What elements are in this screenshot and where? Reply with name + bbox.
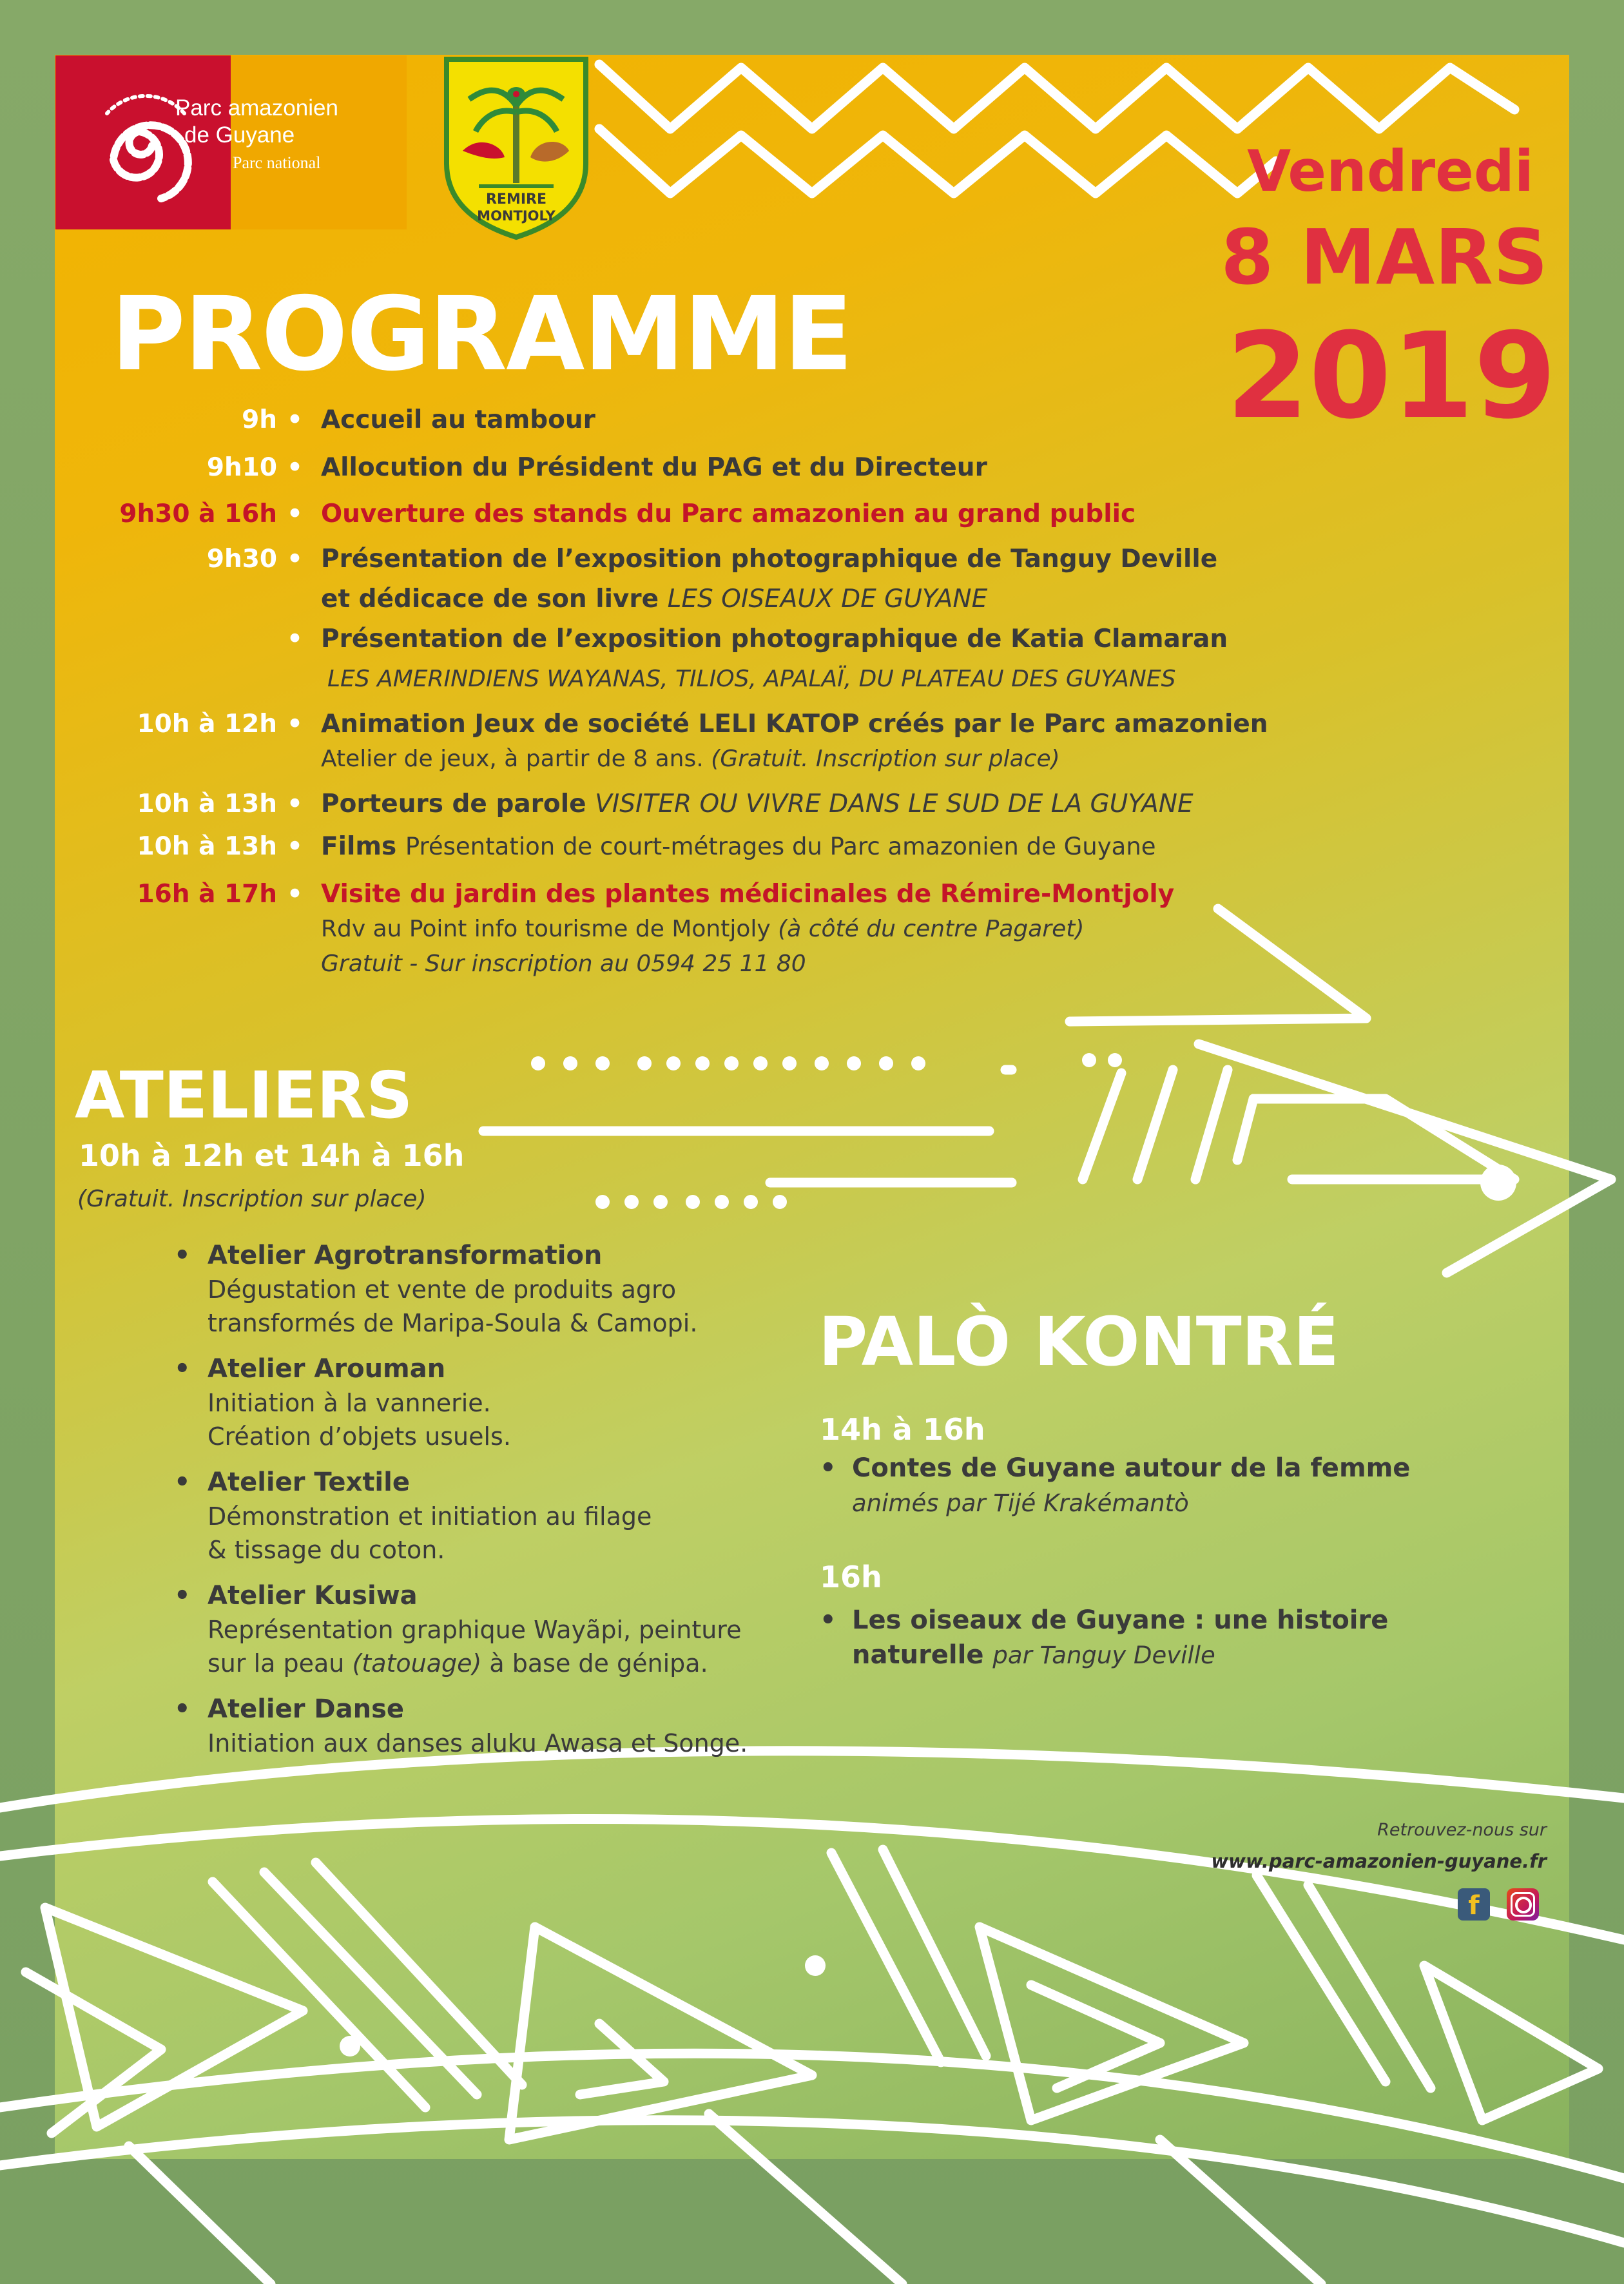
programme-time: 10h à 12h <box>137 710 277 739</box>
programme-text: Présentation de l’exposition photographique de Tanguy Deville <box>321 545 1218 574</box>
atelier-desc: transformés de Maripa-Soula & Camopi. <box>208 1309 698 1337</box>
bullet-icon: • <box>820 1453 836 1483</box>
pag-logo-line3: Parc national <box>233 153 321 172</box>
palo-time: 14h à 16h <box>820 1412 985 1447</box>
programme-text-line2 <box>321 586 987 612</box>
programme-subtext-italic: (Gratuit. Inscription sur place) <box>711 746 1060 772</box>
bullet-icon: • <box>174 1581 191 1611</box>
atelier-desc-part: sur la peau <box>208 1649 353 1678</box>
remire-logo-line1: REMIRE <box>485 191 547 208</box>
palo-item-title-line2 <box>852 1642 1215 1668</box>
programme-text: Allocution du Président du PAG et du Directeur <box>321 453 987 482</box>
bullet-icon: • <box>174 1467 191 1497</box>
programme-time: 9h10 <box>206 453 277 482</box>
bullet-icon: • <box>287 880 303 909</box>
atelier-title: Atelier Textile <box>208 1467 410 1497</box>
ateliers-hours: 10h à 12h et 14h à 16h <box>79 1138 465 1173</box>
atelier-desc: Démonstration et initiation au filage <box>208 1502 652 1531</box>
palo-kontre-title: PALÒ KONTRÉ <box>818 1302 1339 1381</box>
programme-text: Ouverture des stands du Parc amazonien au grand public <box>321 499 1136 528</box>
atelier-desc: Dégustation et vente de produits agro <box>208 1275 677 1304</box>
programme-subtext-line3: Gratuit - Sur inscription au 0594 25 11 80 <box>321 951 806 977</box>
palo-item-by: par Tanguy Deville <box>992 1641 1215 1669</box>
programme-time: 10h à 13h <box>137 832 277 861</box>
bullet-icon: • <box>287 789 303 818</box>
atelier-title: Atelier Arouman <box>208 1354 446 1384</box>
date-day: Vendredi <box>1247 138 1534 204</box>
palo-item-by: animés par Tijé Krakémantò <box>852 1489 1189 1517</box>
programme-text-bold: Films <box>321 832 397 861</box>
programme-text-bold: Porteurs de parole <box>321 789 586 818</box>
bullet-icon: • <box>287 832 303 861</box>
book-title: LES OISEAUX DE GUYANE <box>667 585 988 614</box>
programme-text: Accueil au tambour <box>321 405 595 434</box>
programme-text <box>321 834 1156 859</box>
programme-subtext-italic: (à côté du centre Pagaret) <box>778 916 1085 942</box>
atelier-desc: Création d’objets usuels. <box>208 1422 511 1451</box>
programme-text: Visite du jardin des plantes médicinales de Rémire-Montjoly <box>321 880 1175 909</box>
atelier-desc: Initiation aux danses aluku Awasa et Songe. <box>208 1729 748 1757</box>
programme-subtext-plain: Rdv au Point info tourisme de Montjoly <box>321 916 771 942</box>
bullet-icon: • <box>287 545 303 574</box>
website-link[interactable]: www.parc-amazonien-guyane.fr <box>1211 1850 1547 1872</box>
programme-text-line2-plain: et dédicace de son livre <box>321 585 659 614</box>
bullet-icon: • <box>174 1241 191 1270</box>
programme-time: 9h30 à 16h <box>119 499 277 528</box>
ateliers-title: ATELIERS <box>75 1058 413 1133</box>
bullet-icon: • <box>174 1354 191 1384</box>
facebook-icon[interactable]: f <box>1458 1888 1490 1921</box>
palo-time: 16h <box>820 1560 882 1594</box>
programme-time: 16h à 17h <box>137 880 277 909</box>
programme-text-italic: VISITER OU VIVRE DANS LE SUD DE LA GUYANE <box>595 789 1194 818</box>
atelier-title: Atelier Agrotransformation <box>208 1241 603 1270</box>
bullet-icon: • <box>287 499 303 528</box>
bullet-icon: • <box>820 1605 836 1635</box>
bullet-icon: • <box>287 710 303 739</box>
bullet-icon: • <box>287 624 303 653</box>
pag-logo-line1: Parc amazonien <box>175 95 338 121</box>
programme-text <box>321 791 1194 817</box>
atelier-desc: & tissage du coton. <box>208 1536 445 1564</box>
programme-subtext <box>321 748 1060 771</box>
programme-text: Animation Jeux de société LELI KATOP créés par le Parc amazonien <box>321 710 1268 739</box>
programme-time: 9h30 <box>206 545 277 574</box>
atelier-desc: Initiation à la vannerie. <box>208 1389 491 1417</box>
remire-logo-line2: MONTJOLY <box>477 208 556 224</box>
palo-item-title-part: naturelle <box>852 1640 984 1670</box>
date-year: 2019 <box>1226 307 1556 445</box>
pag-logo-line2: de Guyane <box>184 122 295 148</box>
atelier-title: Atelier Danse <box>208 1694 405 1724</box>
programme-time: 10h à 13h <box>137 789 277 818</box>
ateliers-note: (Gratuit. Inscription sur place) <box>77 1186 427 1212</box>
parc-amazonien-logo <box>55 55 407 229</box>
palo-item-title: Les oiseaux de Guyane : une histoire <box>852 1605 1389 1635</box>
remire-montjoly-shield-logo <box>440 54 592 241</box>
instagram-icon[interactable] <box>1507 1888 1539 1921</box>
programme-title: PROGRAMME <box>111 275 852 394</box>
atelier-title: Atelier Kusiwa <box>208 1581 418 1611</box>
bullet-icon: • <box>287 405 303 434</box>
instagram-lens <box>1515 1897 1532 1913</box>
bullet-icon: • <box>174 1694 191 1724</box>
bullet-icon: • <box>287 453 303 482</box>
programme-time: 9h <box>242 405 277 434</box>
exhibition-title: LES AMERINDIENS WAYANAS, TILIOS, APALAÏ, DU PLATEAU DES GUYANES <box>327 666 1176 692</box>
date-month: 8 MARS <box>1221 213 1548 302</box>
atelier-desc-italic: (tatouage) <box>352 1649 482 1678</box>
programme-text-plain: Présentation de court-métrages du Parc amazonien de Guyane <box>405 833 1156 860</box>
footer-follow-text: Retrouvez-nous sur <box>1377 1820 1547 1840</box>
programme-subtext <box>321 918 1084 941</box>
programme-subtext-plain: Atelier de jeux, à partir de 8 ans. <box>321 746 704 772</box>
atelier-desc: Représentation graphique Wayãpi, peinture <box>208 1616 742 1644</box>
atelier-desc <box>208 1651 708 1676</box>
palo-item-title: Contes de Guyane autour de la femme <box>852 1453 1411 1483</box>
programme-text: Présentation de l’exposition photographique de Katia Clamaran <box>321 624 1228 653</box>
atelier-desc-part: à base de génipa. <box>481 1649 708 1678</box>
